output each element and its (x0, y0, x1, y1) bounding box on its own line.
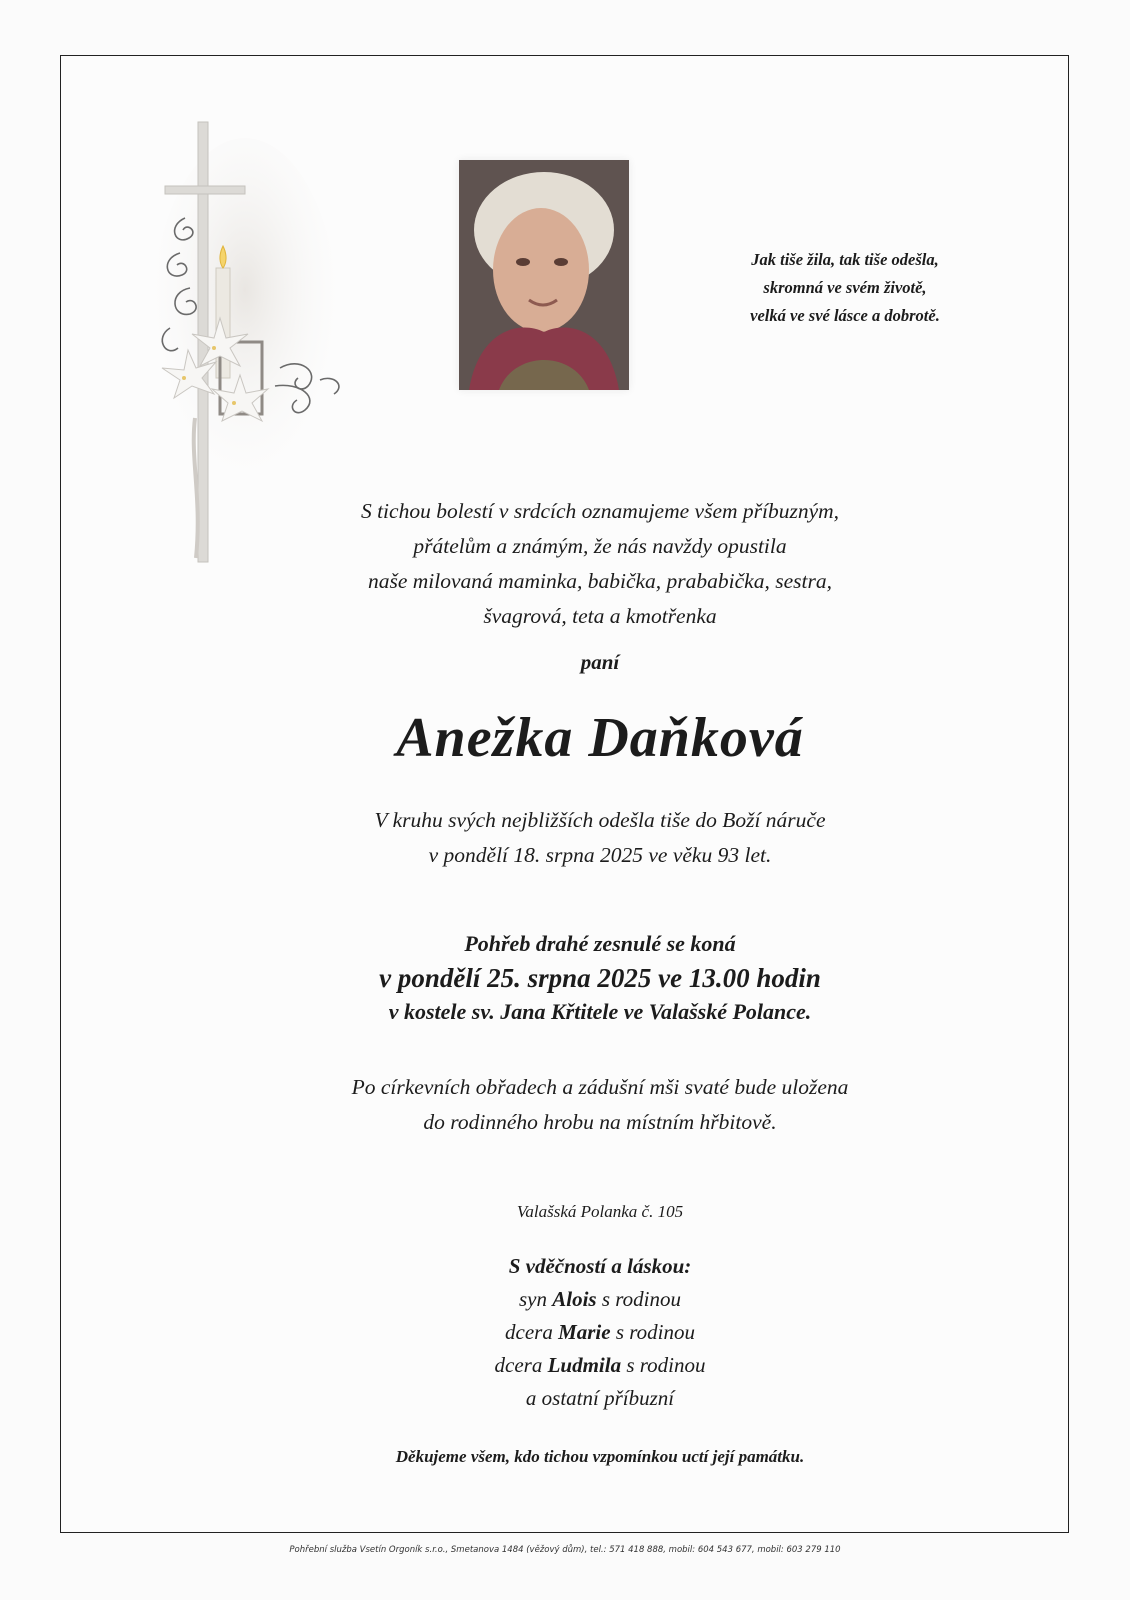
announcement-line: přátelům a známým, že nás navždy opustila (413, 534, 787, 558)
burial-line: do rodinného hrobu na místním hřbitově. (423, 1110, 777, 1134)
relation: syn (518, 1287, 553, 1311)
relation-suffix: s rodinou (596, 1287, 681, 1311)
announcement-line: S tichou bolestí v srdcích oznamujeme všem příbuzným, (360, 499, 840, 523)
family-member-name: Marie (558, 1320, 611, 1344)
title-honorific: paní (580, 650, 620, 674)
quote-line: skromná ve svém životě, (763, 278, 927, 297)
funeral-datetime: v pondělí 25. srpna 2025 ve 13.00 hodin (379, 963, 821, 993)
closing-thanks: Děkujeme všem, kdo tichou vzpomínkou uctí její památku. (395, 1447, 805, 1466)
death-line: V kruhu svých nejbližších odešla tiše do Boží náruče (374, 808, 826, 832)
quote-line: Jak tiše žila, tak tiše odešla, (751, 250, 939, 269)
relation-suffix: s rodinou (621, 1353, 706, 1377)
announcement-line: švagrová, teta a kmotřenka (483, 604, 717, 628)
family-member-name: Ludmila (547, 1353, 622, 1377)
family-address: Valašská Polanka č. 105 (516, 1202, 684, 1221)
family-row (160, 1382, 1040, 1415)
funeral-line: Pohřeb drahé zesnulé se koná (464, 931, 736, 956)
funeral-info (160, 927, 1040, 1029)
family-signatures (160, 1250, 1040, 1415)
relation: dcera (494, 1353, 548, 1377)
portrait-photo (459, 160, 629, 390)
announcement-text (160, 494, 1040, 634)
funeral-service-footer: Pohřební služba Vsetín Orgoník s.r.o., Smetanova 1484 (věžový dům), tel.: 571 418 888, mobil: 604 543 677, mobil: 603 279 110 (289, 1545, 841, 1555)
family-row (160, 1283, 1040, 1316)
family-member-name: Alois (552, 1287, 597, 1311)
funeral-place: v kostele sv. Jana Křtitele ve Valašské Polance. (388, 999, 812, 1024)
burial-line: Po církevních obřadech a zádušní mši svaté bude uložena (351, 1075, 849, 1099)
quote-line: velká ve své lásce a dobrotě. (750, 306, 940, 325)
announcement-line: naše milovaná maminka, babička, prababička, sestra, (368, 569, 832, 593)
memorial-quote (700, 246, 990, 330)
death-info (160, 803, 1040, 873)
deceased-name: Anežka Daňková (396, 707, 804, 769)
burial-info (160, 1070, 1040, 1140)
family-row (160, 1349, 1040, 1382)
death-line: v pondělí 18. srpna 2025 ve věku 93 let. (428, 843, 772, 867)
relation-suffix: s rodinou (610, 1320, 695, 1344)
relation: a ostatní příbuzní (525, 1386, 675, 1410)
relation: dcera (505, 1320, 559, 1344)
portrait-icon (459, 160, 629, 390)
thanks-heading: S vděčností a láskou: (508, 1254, 692, 1278)
family-row (160, 1316, 1040, 1349)
